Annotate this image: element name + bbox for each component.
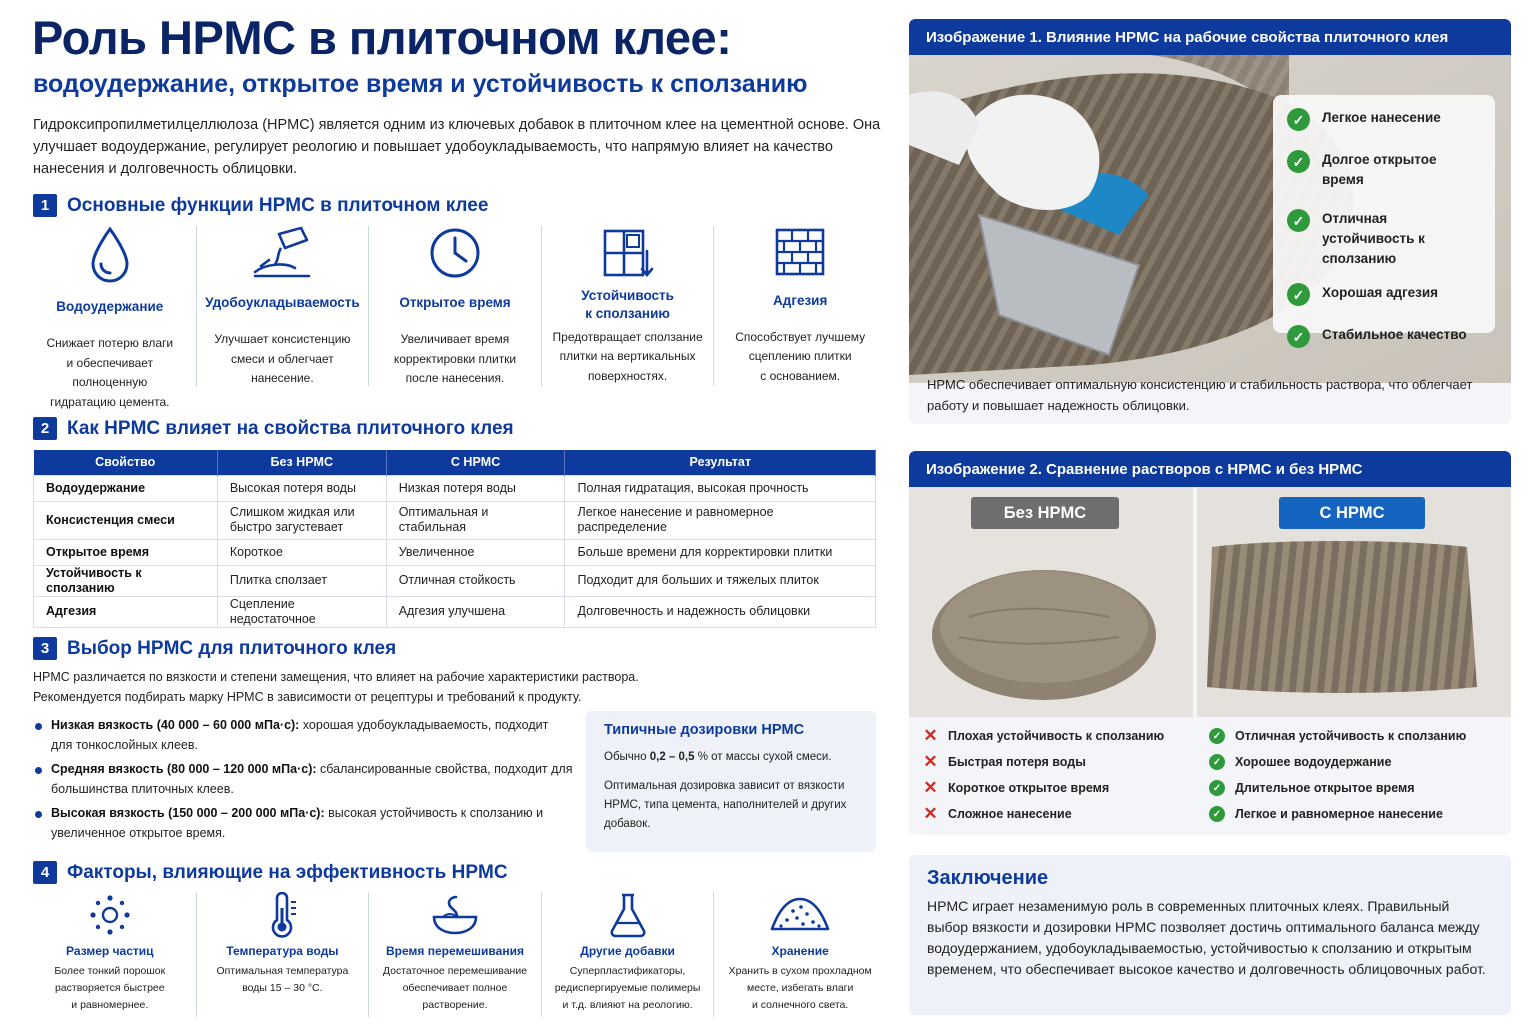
- viscosity-note: сбалансированные свойства, подходит для большинства плиточных клеев.: [51, 762, 573, 796]
- viscosity-note: хорошая удобоукладываемость, подходит для тонкослойных клеев.: [51, 718, 549, 752]
- section-title: Как HPMC влияет на свойства плиточного клея: [67, 417, 514, 439]
- column-header: С HPMC: [386, 450, 565, 475]
- section-number: 1: [33, 194, 57, 217]
- benefit-label: Стабильное качество: [1322, 327, 1467, 342]
- thermometer-icon: [265, 892, 299, 938]
- tag-with-hpmc: С HPMC: [1279, 497, 1425, 529]
- list-item: [33, 804, 573, 843]
- intro-text: Гидроксипропилметилцеллюлоза (HPMC) является одним из ключевых добавок в плиточном клее на цементной основе. Она улучшает водоудержание, регулирует реологию и повышает удобоукладываемость, что напрямую влияет на качество нанесения и долговечность облицовки.: [33, 117, 881, 177]
- cross-icon: ✕: [923, 752, 938, 771]
- table-cell: Полная гидратация, высокая прочность: [565, 475, 876, 501]
- dosage-prefix: Обычно: [604, 751, 650, 763]
- factor-desc: Суперпластификаторы, редиспергируемые полимеры и т.д. влияют на реологию.: [554, 965, 701, 1011]
- list-item: [33, 716, 573, 755]
- functions-row: [24, 226, 886, 409]
- benefit-label: Долгое открытое время: [1322, 152, 1437, 187]
- brick-wall-icon: [774, 226, 826, 278]
- section-number: 4: [33, 861, 57, 884]
- factor-desc: Хранить в сухом прохладном месте, избегать влаги и солнечного света.: [728, 965, 872, 1011]
- panel-title: Изображение 1. Влияние HPMC на рабочие свойства плиточного клея: [909, 19, 1511, 55]
- with-list: [1209, 723, 1499, 827]
- tag-without-hpmc: Без HPMC: [971, 497, 1119, 529]
- advantage-label: Длительное открытое время: [1235, 781, 1415, 795]
- factors-row: [24, 892, 886, 1017]
- table-cell: Высокая потеря воды: [217, 475, 386, 501]
- table-header-row: [34, 450, 876, 475]
- table-row: [34, 501, 876, 539]
- dosage-suffix: % от массы сухой смеси.: [694, 751, 832, 763]
- check-icon: ✓: [1209, 780, 1225, 796]
- factor-card: [369, 892, 542, 1017]
- function-desc: Способствует лучшему сцеплению плитки с основанием.: [735, 329, 866, 383]
- factor-title: Размер частиц: [66, 944, 154, 958]
- table-cell: Оптимальная и стабильная: [386, 501, 565, 539]
- dosage-range: [604, 748, 858, 767]
- comparison-photos: [909, 487, 1511, 717]
- table-row: [34, 539, 876, 565]
- column-header: Результат: [565, 450, 876, 475]
- selection-intro-line: Рекомендуется подбирать марку HPMC в зависимости от рецептуры и требований к продукту.: [33, 690, 582, 704]
- check-icon: ✓: [1209, 728, 1225, 744]
- function-desc: Снижает потерю влаги и обеспечивает полноценную гидратацию цемента.: [46, 336, 174, 409]
- page-title: Роль HPMC в плиточном клее:: [32, 11, 732, 64]
- benefits-card: [1273, 95, 1495, 345]
- function-title: Адгезия: [773, 292, 828, 308]
- dosage-note: Оптимальная дозировка зависит от вязкости HPMC, типа цемента, наполнителей и других добавок.: [604, 780, 847, 830]
- column-header: Без HPMC: [217, 450, 386, 475]
- table-cell: Долговечность и надежность облицовки: [565, 596, 876, 627]
- panel-title: Изображение 2. Сравнение растворов с HPMC и без HPMC: [909, 451, 1511, 487]
- benefit-label: Легкое нанесение: [1322, 110, 1441, 125]
- particles-icon: [87, 892, 133, 938]
- benefit-label: Хорошая адгезия: [1322, 285, 1439, 300]
- table-cell: Легкое нанесение и равномерное распределение: [565, 501, 876, 539]
- dosage-box: [586, 711, 876, 852]
- advantage-label: Отличная устойчивость к сползанию: [1235, 729, 1467, 743]
- section-4-heading: [33, 861, 508, 884]
- benefit-item: [1287, 209, 1481, 269]
- mixing-bowl-icon: [429, 892, 481, 938]
- check-icon: ✓: [1209, 806, 1225, 822]
- table-row: [34, 475, 876, 501]
- conclusion-title: Заключение: [927, 867, 1049, 889]
- benefit-item: [1287, 108, 1481, 131]
- check-icon: ✓: [1287, 283, 1310, 306]
- viscosity-grade: Высокая вязкость (150 000 – 200 000 мПа·с):: [51, 806, 325, 820]
- section-title: Факторы, влияющие на эффективность HPMC: [67, 861, 508, 883]
- factor-card: [714, 892, 886, 1017]
- table-cell: Слишком жидкая или быстро загустевает: [217, 501, 386, 539]
- check-icon: ✓: [1287, 325, 1310, 348]
- powder-pile-icon: [769, 892, 831, 938]
- table-cell: Больше времени для корректировки плитки: [565, 539, 876, 565]
- function-desc: Улучшает консистенцию смеси и облегчает нанесение.: [214, 332, 351, 385]
- factor-desc: Достаточное перемешивание обеспечивает полное растворение.: [382, 965, 528, 1011]
- dosage-title: Типичные дозировки HPMC: [604, 722, 805, 738]
- section-1-heading: [33, 194, 488, 217]
- drawback-label: Быстрая потеря воды: [948, 755, 1086, 769]
- function-card: [542, 226, 715, 386]
- conclusion-box: [909, 855, 1511, 1015]
- flask-icon: [608, 892, 648, 938]
- table-cell: Подходит для больших и тяжелых плиток: [565, 565, 876, 596]
- function-desc: Предотвращает сползание плитки на вертикальных поверхностях.: [552, 329, 703, 383]
- function-title: Водоудержание: [56, 299, 164, 314]
- function-title: Удобоукладываемость: [205, 295, 360, 310]
- check-icon: ✓: [1209, 754, 1225, 770]
- factor-card: [542, 892, 715, 1017]
- section-title: Выбор HPMC для плиточного клея: [67, 637, 397, 659]
- function-title: Открытое время: [399, 295, 511, 310]
- benefit-item: [1287, 150, 1481, 190]
- water-drop-icon: [88, 226, 132, 284]
- drawback-label: Короткое открытое время: [948, 781, 1110, 795]
- function-card: [369, 226, 542, 386]
- page-subtitle: водоудержание, открытое время и устойчивость к сползанию: [33, 70, 808, 98]
- selection-intro-line: HPMC различается по вязкости и степени замещения, что влияет на рабочие характеристики раствора.: [33, 670, 639, 684]
- conclusion-text: HPMC играет незаменимую роль в современных плиточных клеях. Правильный выбор вязкости и дозировки HPMC позволяет достичь оптимального баланса между водоудержанием, удобоукладываемостью, устойчивостью к сползанию и открытым временем, что обеспечивает высокое качество и долговечность облицовочных работ.: [927, 898, 1486, 977]
- section-number: 3: [33, 637, 57, 660]
- selection-intro: [33, 667, 733, 707]
- table-cell: Консистенция смеси: [34, 501, 218, 539]
- list-item: [33, 760, 573, 799]
- table-cell: Адгезия: [34, 596, 218, 627]
- section-2-heading: [33, 417, 514, 440]
- check-icon: ✓: [1287, 108, 1310, 131]
- viscosity-note: высокая устойчивость к сползанию и увеличенное открытое время.: [51, 806, 544, 840]
- function-card: [24, 226, 197, 409]
- function-desc: Увеличивает время корректировки плитки после нанесения.: [393, 332, 517, 385]
- advantage-item: [1209, 723, 1499, 749]
- table-cell: Увеличенное: [386, 539, 565, 565]
- cross-icon: ✕: [923, 778, 938, 797]
- advantage-item: [1209, 749, 1499, 775]
- clock-icon: [428, 226, 482, 280]
- table-cell: Открытое время: [34, 539, 218, 565]
- drawback-label: Плохая устойчивость к сползанию: [948, 729, 1165, 743]
- pouring-bucket-icon: [251, 226, 313, 280]
- section-number: 2: [33, 417, 57, 440]
- image-1-panel: [909, 19, 1511, 424]
- advantage-label: Хорошее водоудержание: [1235, 755, 1392, 769]
- table-cell: Низкая потеря воды: [386, 475, 565, 501]
- column-header: Свойство: [34, 450, 218, 475]
- table-cell: Короткое: [217, 539, 386, 565]
- check-icon: ✓: [1287, 150, 1310, 173]
- benefit-item: [1287, 283, 1481, 306]
- table-row: [34, 565, 876, 596]
- benefit-item: [1287, 325, 1481, 348]
- factor-title: Температура воды: [226, 944, 339, 958]
- table-cell: Сцепление недостаточное: [217, 596, 386, 627]
- cross-icon: ✕: [923, 804, 938, 823]
- image-2-panel: [909, 451, 1511, 835]
- factor-card: [197, 892, 370, 1017]
- drawback-item: [923, 775, 1213, 801]
- check-icon: ✓: [1287, 209, 1310, 232]
- table-cell: Плитка сползает: [217, 565, 386, 596]
- function-card: [714, 226, 886, 386]
- dosage-value: 0,2 – 0,5: [649, 751, 695, 763]
- drawback-item: [923, 749, 1213, 775]
- table-cell: Устойчивость к сползанию: [34, 565, 218, 596]
- panel-caption: HPMC обеспечивает оптимальную консистенцию и стабильность раствора, что облегчает работу и повышает надежность облицовки.: [927, 377, 1473, 413]
- section-title: Основные функции HPMC в плиточном клее: [67, 194, 489, 216]
- benefit-label: Отличная устойчивость к сползанию: [1322, 211, 1425, 266]
- drawback-item: [923, 801, 1213, 827]
- factor-title: Хранение: [771, 944, 829, 958]
- table-row: [34, 596, 876, 627]
- advantage-item: [1209, 801, 1499, 827]
- factor-title: Другие добавки: [580, 944, 675, 958]
- table-cell: Отличная стойкость: [386, 565, 565, 596]
- without-list: [923, 723, 1213, 827]
- viscosity-list: [33, 716, 573, 848]
- factor-desc: Более тонкий порошок растворяется быстрее и равномернее.: [54, 965, 166, 1011]
- advantage-label: Легкое и равномерное нанесение: [1235, 807, 1443, 821]
- factor-desc: Оптимальная температура воды 15 – 30 °С.: [216, 965, 349, 994]
- section-3-heading: [33, 637, 396, 660]
- function-card: [197, 226, 370, 386]
- factor-card: [24, 892, 197, 1017]
- table-cell: Водоудержание: [34, 475, 218, 501]
- cross-icon: ✕: [923, 726, 938, 745]
- function-title: Устойчивость к сползанию: [581, 287, 674, 321]
- advantage-item: [1209, 775, 1499, 801]
- tile-slide-icon: [601, 226, 655, 282]
- drawback-label: Сложное нанесение: [948, 807, 1072, 821]
- factor-title: Время перемешивания: [386, 944, 524, 958]
- drawback-item: [923, 723, 1213, 749]
- viscosity-grade: Низкая вязкость (40 000 – 60 000 мПа·с):: [51, 718, 300, 732]
- viscosity-grade: Средняя вязкость (80 000 – 120 000 мПа·с):: [51, 762, 317, 776]
- comparison-table: [33, 450, 876, 628]
- table-cell: Адгезия улучшена: [386, 596, 565, 627]
